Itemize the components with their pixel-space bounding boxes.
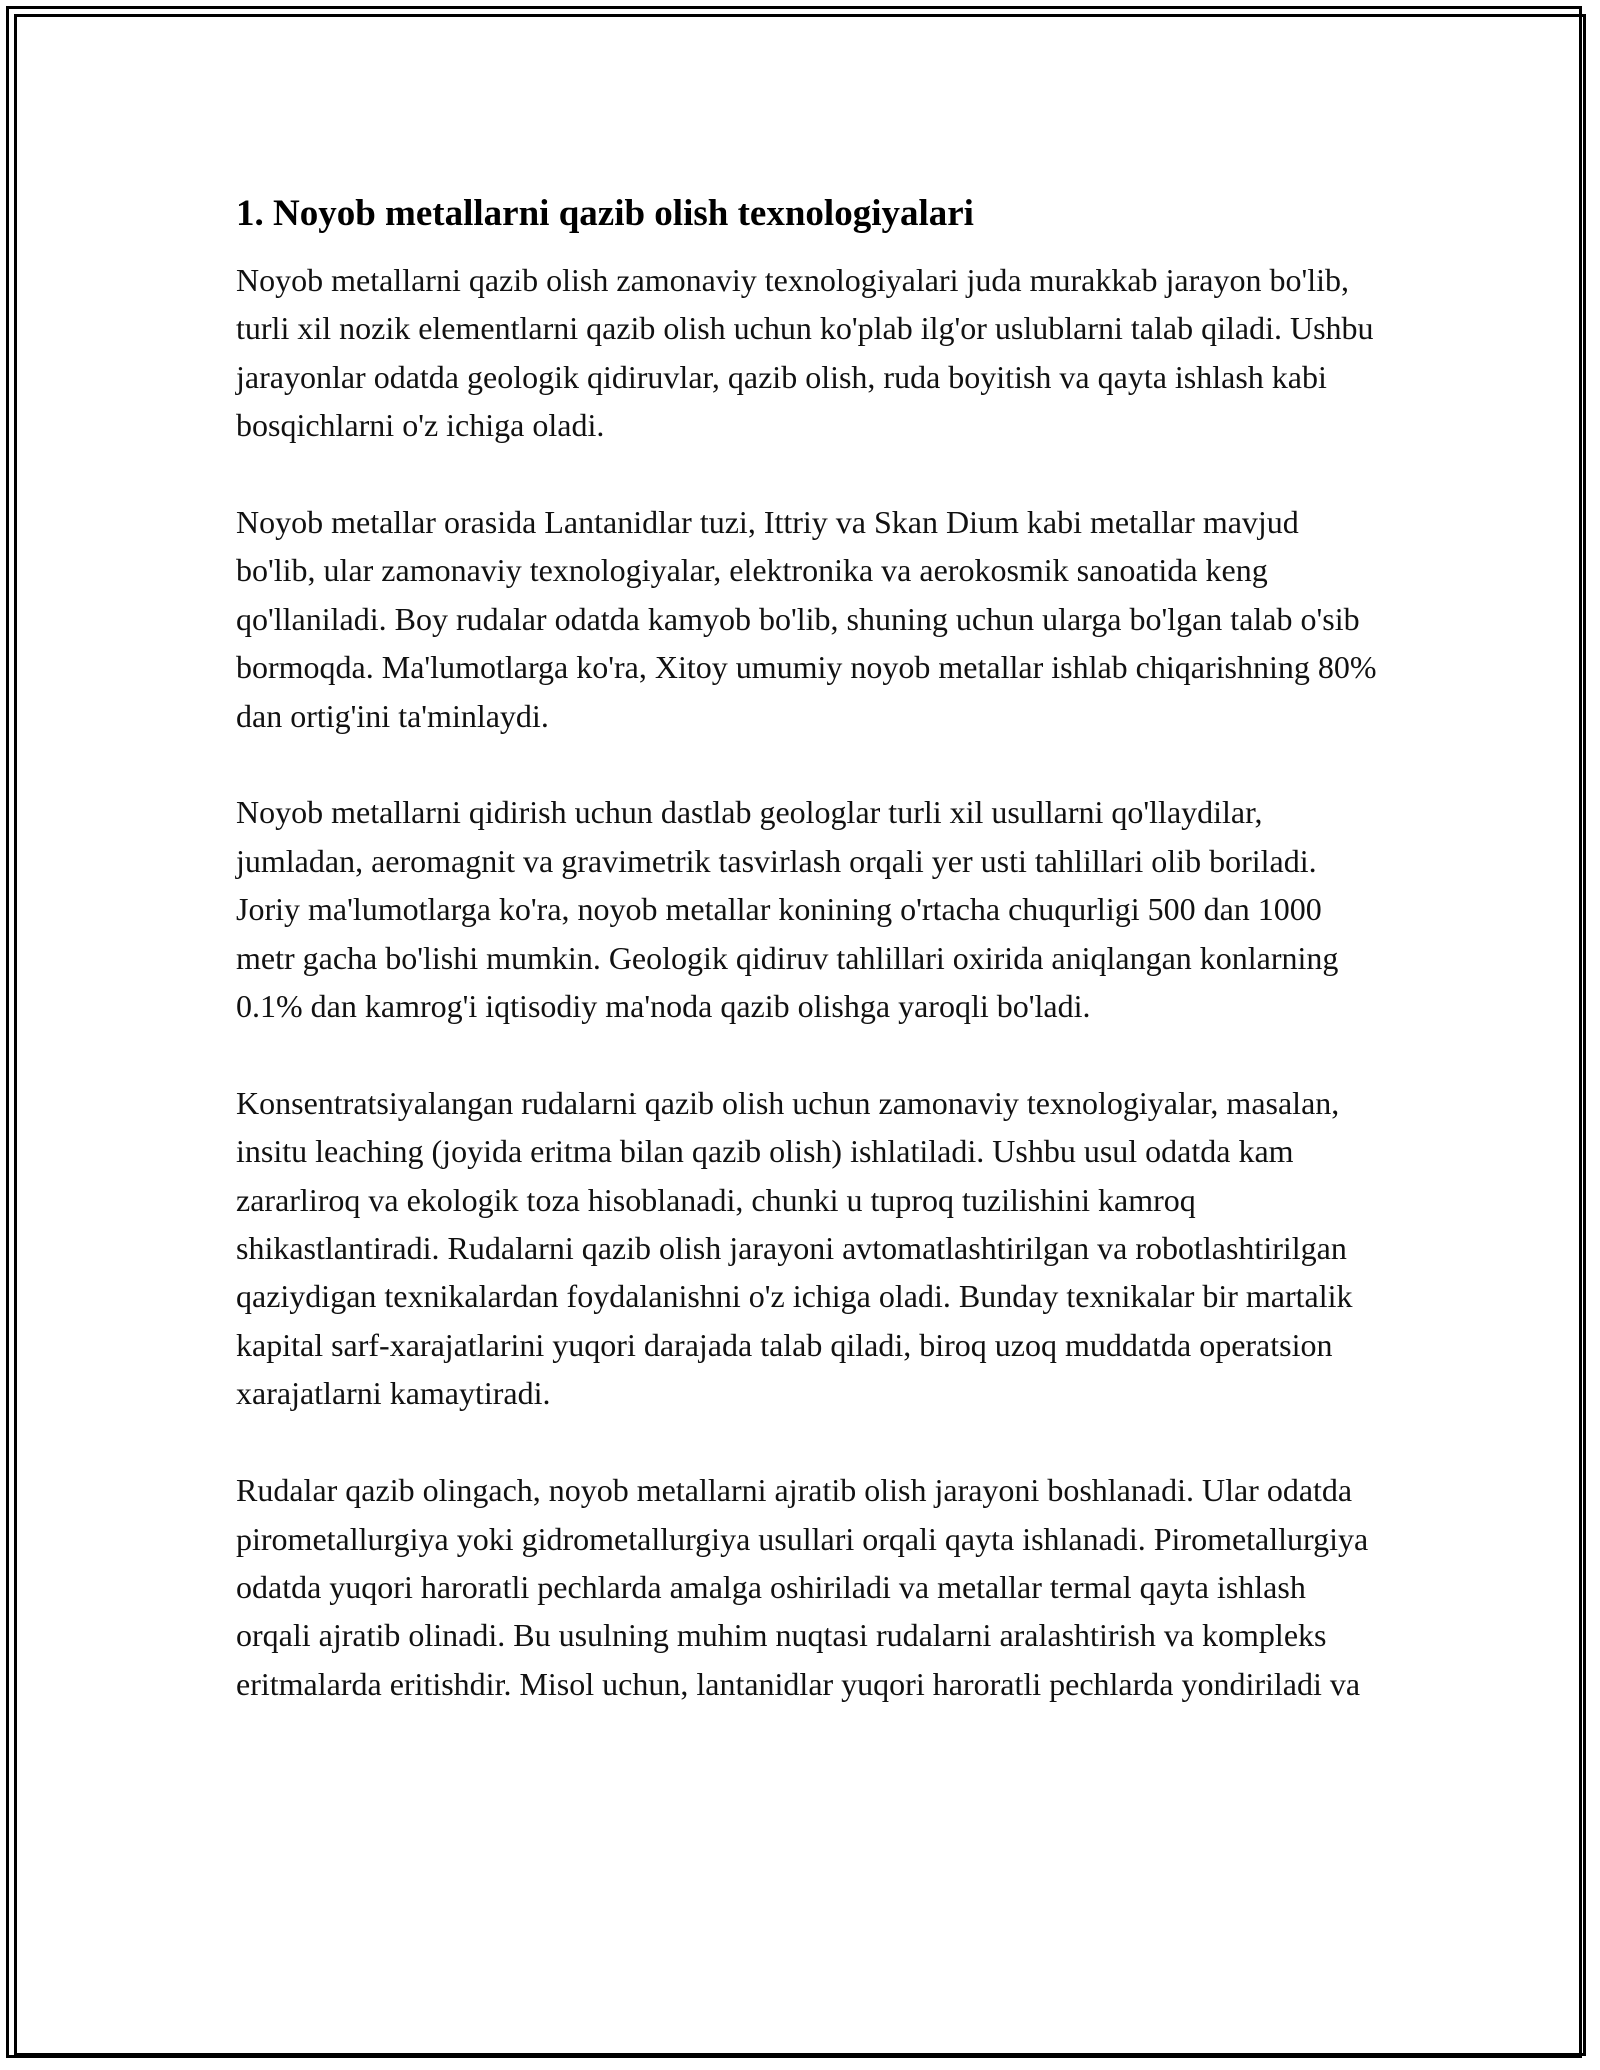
paragraph-5: Rudalar qazib olingach, noyob metallarni ajratib olish jarayoni boshlanadi. Ular odatda pirometallurgiya yoki gidrometallurgiya usullari orqali qayta ishlanadi. Pirometallurgiya odatda yuqori haroratli pechlarda amalga oshiriladi va metallar termal qayta ishlash orqali ajratib olinadi. Bu usulning muhim nuqtasi rudalarni aralashtirish va kompleks eritmalarda eritishdir. Misol uchun, lantanidlar yuqori haroratli pechlarda yondiriladi va [236, 1472, 1369, 1702]
paragraph-1: Noyob metallarni qazib olish zamonaviy texnologiyalari juda murakkab jarayon bo'lib, turli xil nozik elementlarni qazib olish uchun ko'plab ilg'or uslublarni talab qiladi. Ushbu jarayonlar odatda geologik qidiruvlar, qazib olish, ruda boyitish va qayta ishlash kabi bosqichlarni o'z ichiga oladi. [236, 262, 1374, 444]
section-title: 1. Noyob metallarni qazib olish texnologiyalari [236, 193, 974, 234]
document-body [236, 184, 1386, 1757]
paragraph-3: Noyob metallarni qidirish uchun dastlab geologlar turli xil usullarni qo'llaydilar, jumladan, aeromagnit va gravimetrik tasvirlash orqali yer usti tahlillari olib boriladi. Joriy ma'lumotlarga ko'ra, noyob metallar konining o'rtacha chuqurligi 500 dan 1000 metr gacha bo'lishi mumkin. Geologik qidiruv tahlillari oxirida aniqlangan konlarning 0.1% dan kamrog'i iqtisodiy ma'noda qazib olishga yaroqli bo'ladi. [236, 794, 1339, 1025]
paragraph-2: Noyob metallar orasida Lantanidlar tuzi, Ittriy va Skan Dium kabi metallar mavjud bo'lib, ular zamonaviy texnologiyalar, elektronika va aerokosmik sanoatida keng qo'llaniladi. Boy rudalar odatda kamyob bo'lib, shuning uchun ularga bo'lgan talab o'sib bormoqda. Ma'lumotlarga ko'ra, Xitoy umumiy noyob metallar ishlab chiqarishning 80% dan ortig'ini ta'minlaydi. [236, 504, 1377, 734]
paragraph-4: Konsentratsiyalangan rudalarni qazib olish uchun zamonaviy texnologiyalar, masalan, insitu leaching (joyida eritma bilan qazib olish) ishlatiladi. Ushbu usul odatda kam zararliroq va ekologik toza hisoblanadi, chunki u tuproq tuzilishini kamroq shikastlantiradi. Rudalarni qazib olish jarayoni avtomatlashtirilgan va robotlashtirilgan qaziydigan texnikalardan foydalanishni o'z ichiga oladi. Bunday texnikalar bir martalik kapital sarf-xarajatlarini yuqori darajada talab qiladi, biroq uzoq muddatda operatsion xarajatlarni kamaytiradi. [236, 1084, 1353, 1412]
